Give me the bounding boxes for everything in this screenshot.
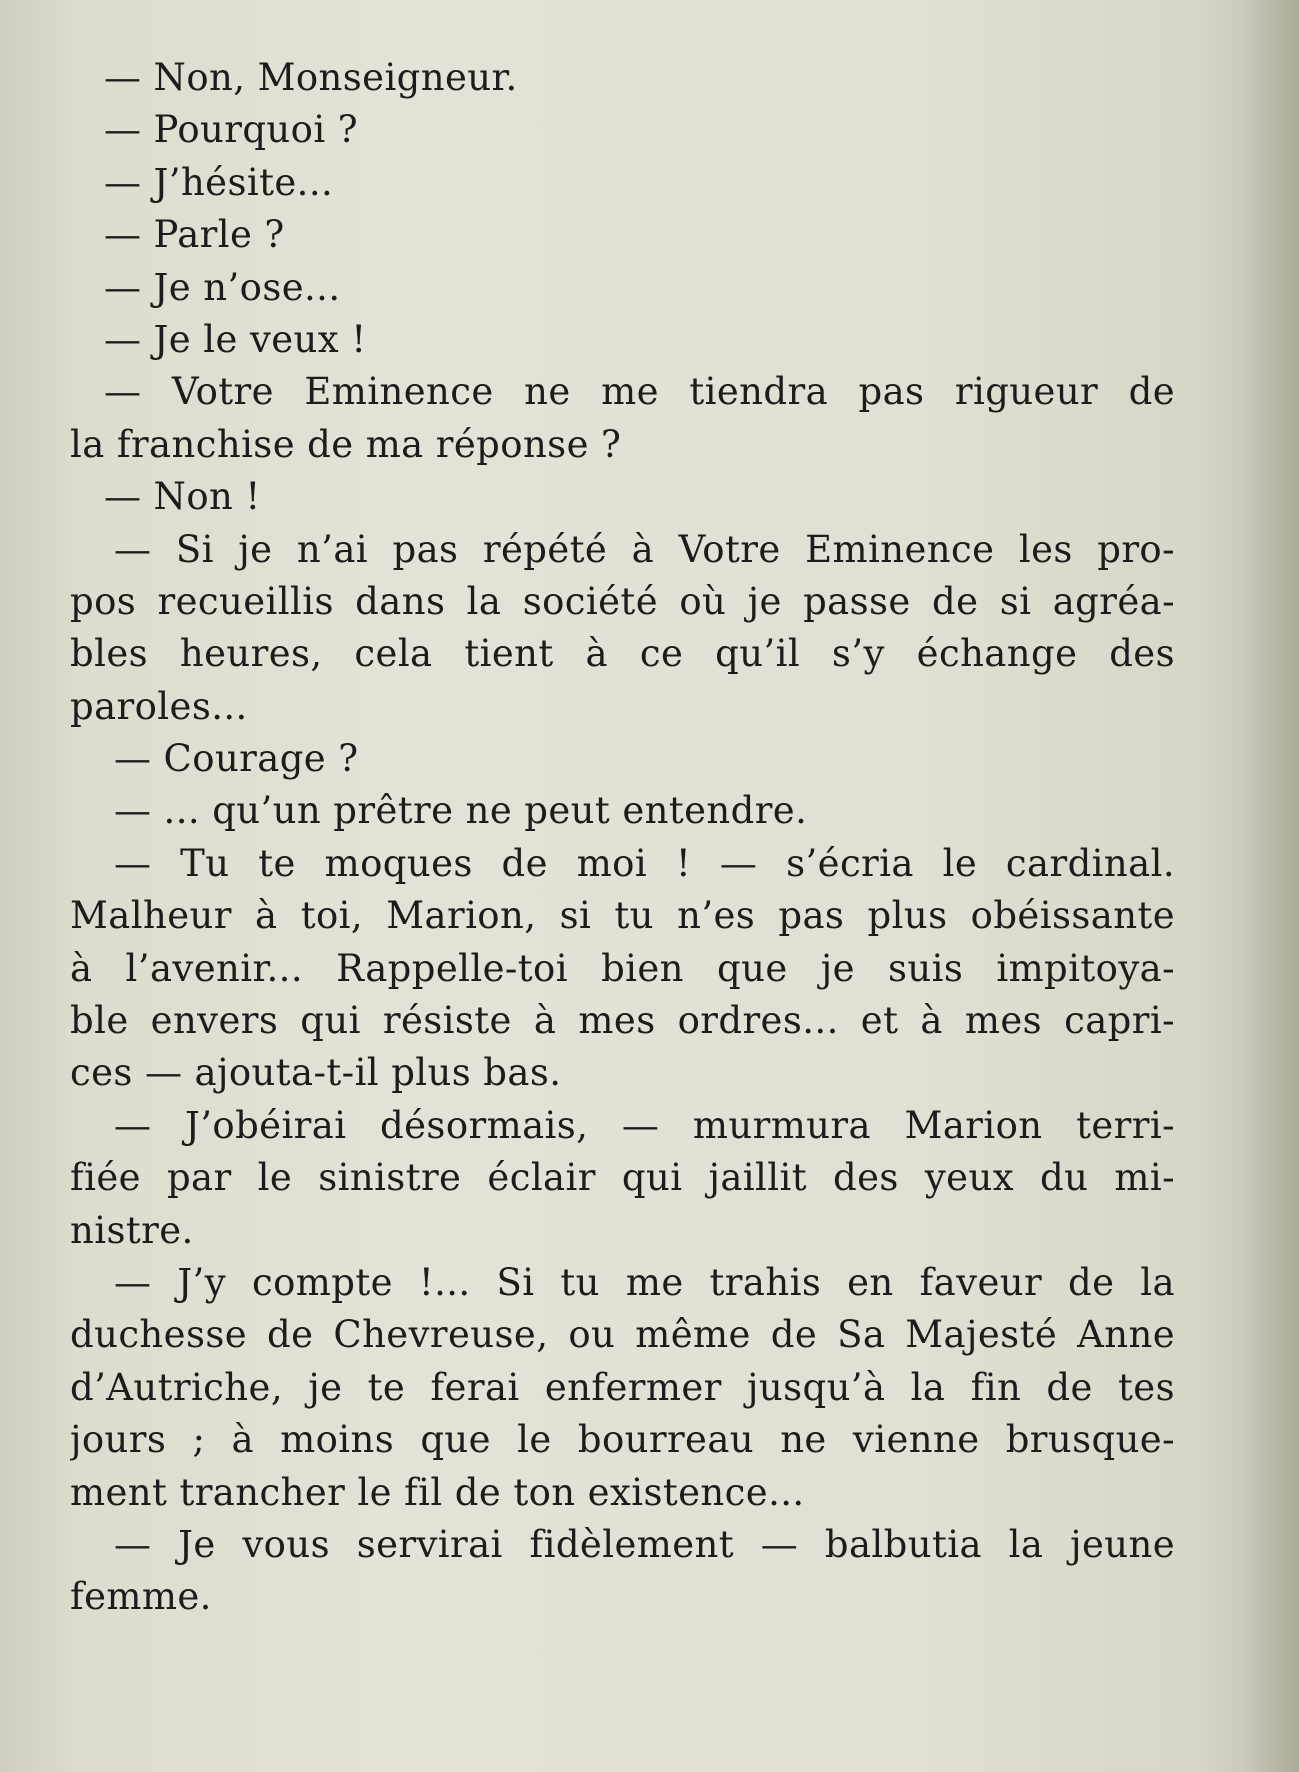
text-line: ble envers qui résiste à mes ordres... et à mes capri- [70, 999, 1175, 1043]
text-line: duchesse de Chevreuse, ou même de Sa Majesté Anne [70, 1313, 1175, 1357]
text-line: jours ; à moins que le bourreau ne vienne brusque- [70, 1418, 1175, 1462]
text-line: Malheur à toi, Marion, si tu n’es pas plus obéissante [70, 894, 1175, 938]
text-line: — ... qu’un prêtre ne peut entendre. [114, 789, 808, 833]
text-line: — Votre Eminence ne me tiendra pas rigueur de [104, 370, 1175, 414]
text-line: — Tu te moques de moi ! — s’écria le cardinal. [114, 841, 1175, 885]
text-line: — Pourquoi ? [104, 108, 358, 152]
text-line: paroles... [70, 684, 248, 728]
text-line: la franchise de ma réponse ? [70, 422, 622, 466]
page-text [70, 52, 1175, 1624]
text-line: ment trancher le fil de ton existence... [70, 1470, 805, 1514]
text-line: fiée par le sinistre éclair qui jaillit des yeux du mi- [70, 1156, 1175, 1200]
text-line: ces — ajouta-t-il plus bas. [70, 1051, 562, 1095]
text-line: — Je vous servirai fidèlement — balbutia la jeune [114, 1522, 1175, 1566]
text-line: — Parle ? [104, 213, 285, 257]
text-line: — Non ! [104, 475, 261, 519]
text-line: — Non, Monseigneur. [104, 56, 518, 99]
text-line: nistre. [70, 1208, 194, 1252]
text-line: — Je le veux ! [104, 317, 367, 361]
text-line: — J’y compte !... Si tu me trahis en faveur de la [114, 1260, 1175, 1304]
text-line: bles heures, cela tient à ce qu’il s’y échange des [70, 632, 1175, 676]
text-line: — Courage ? [114, 737, 359, 781]
text-line: à l’avenir... Rappelle-toi bien que je suis impitoya- [70, 946, 1175, 990]
text-line: — J’hésite... [104, 160, 334, 204]
text-line: femme. [70, 1575, 212, 1619]
text-line: d’Autriche, je te ferai enfermer jusqu’à la fin de tes [70, 1365, 1175, 1409]
text-line: — Je n’ose... [104, 265, 341, 309]
text-line: pos recueillis dans la société où je passe de si agréa- [70, 579, 1175, 623]
text-line: — J’obéirai désormais, — murmura Marion terri- [114, 1103, 1175, 1147]
text-line: — Si je n’ai pas répété à Votre Eminence les pro- [114, 527, 1175, 571]
